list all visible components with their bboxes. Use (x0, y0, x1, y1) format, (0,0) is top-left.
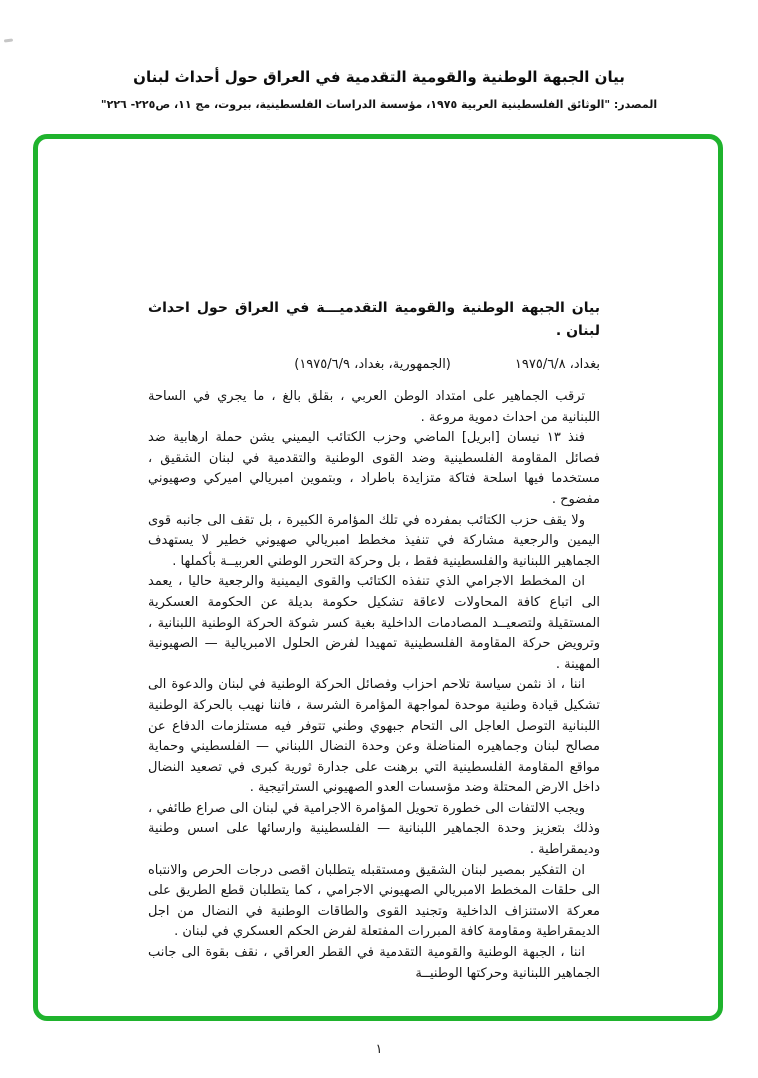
dateline-place-date: بغداد، ١٩٧٥/٦/٨ (514, 357, 600, 372)
scan-artifact-speck (4, 38, 13, 42)
page-number: ١ (375, 1042, 383, 1057)
document-paragraph: اننا ، الجبهة الوطنية والقومية التقدمية في القطر العراقي ، نقف بقوة الى جانب الجماهير اللبنانية وحركتها الوطنيــة (148, 945, 600, 981)
dateline-publication: (الجمهورية، بغداد، ١٩٧٥/٦/٩) (294, 357, 451, 372)
document-paragraph: فنذ ١٣ نيسان [ابريل] الماضي وحزب الكتائب اليميني يشن حملة ارهابية ضد فصائل المقاومة الفلسطينية وضد القوى الوطنية والتقدمية في لبنان الشقيق ، مستخدما فيها اسلحة فتاكة متزايدة باطراد ، وبتموين امبريالي اميركي وصهيوني مفضوح . (148, 430, 600, 507)
document-paragraph: اننا ، اذ نثمن سياسة تلاحم احزاب وفصائل الحركة الوطنية في لبنان والدعوة الى تشكيل قيادة وطنية موحدة لمواجهة المؤامرة الشرسة ، فاننا نهيب بالحركة الوطنية اللبنانية التوصل العاجل الى التحام جبهوي وطني تتوفر فيه مستلزمات الدفاع عن مصالح لبنان وجماهيره المناضلة وعن وحدة النضال اللبناني — الفلسطيني وحماية مواقع المقاومة الفلسطينية التي برهنت على جدارة ثورية كبرى في تصعيد النضال داخل الارض المحتلة وضد مؤسسات العدو الصهيوني الستراتيجية . (148, 677, 600, 796)
document-frame (33, 134, 723, 1021)
page-title: بيان الجبهة الوطنية والقومية التقدمية في العراق حول أحداث لبنان (133, 68, 625, 86)
document-paragraph: ان التفكير بمصير لبنان الشقيق ومستقبله يتطلبان اقصى درجات الحرص والانتباه الى حلقات المخطط الامبريالي الصهيوني الاجرامي ، كما يتطلبان قطع الطريق على معركة الاستنزاف الداخلية وتجنيد القوى والطاقات الوطنية في النضال من اجل الديمقراطية ومقاومة كافة المبررات المفتعلة لفرض الحكم العسكري في لبنان . (148, 862, 600, 940)
dateline (148, 355, 600, 375)
document-paragraph: ولا يقف حزب الكتائب بمفرده في تلك المؤامرة الكبيرة ، بل تقف الى جانبه قوى اليمين والرجعية مشاركة في تنفيذ مخطط امبريالي صهيوني خطير لا يستهدف الجماهير اللبنانية والفلسطينية فقط ، بل وحركة التحرر الوطني العربيــة بأكملها . (148, 512, 600, 569)
document-title: بيان الجبهة الوطنية والقومية التقدميـــة في العراق حول احداث لبنان . (148, 300, 600, 339)
document-body (148, 297, 600, 984)
document-paragraph: ترقب الجماهير على امتداد الوطن العربي ، بقلق بالغ ، ما يجري في الساحة اللبنانية من احداث دموية مروعة . (148, 389, 600, 425)
document-paragraph: ويجب الالتفات الى خطورة تحويل المؤامرة الاجرامية في لبنان الى صراع طائفي ، وذلك بتعزيز وحدة الجماهير اللبنانية — الفلسطينية وارسائها على اسس وطنية وديمقراطية . (148, 800, 600, 858)
source-citation: المصدر: "الوثائق الفلسطينية العربية ١٩٧٥، مؤسسة الدراسات الفلسطينية، بيروت، مج ١١، ص٢٢٥- ٢٢٦" (100, 98, 658, 111)
document-paragraph: ان المخطط الاجرامي الذي تنفذه الكتائب والقوى اليمينية والرجعية حاليا ، يعمد الى اتباع كافة المحاولات لاعاقة تشكيل حكومة بديلة عن الحكومة العسكرية المستقيلة ولتصعيــد المصادمات الداخلية بغية كسر شوكة الحركة الوطنية اللبنانية ، وترويض حركة المقاومة الفلسطينية تمهيدا لفرض الحلول الامبريالية — الصهيونية المهينة . (148, 574, 600, 672)
